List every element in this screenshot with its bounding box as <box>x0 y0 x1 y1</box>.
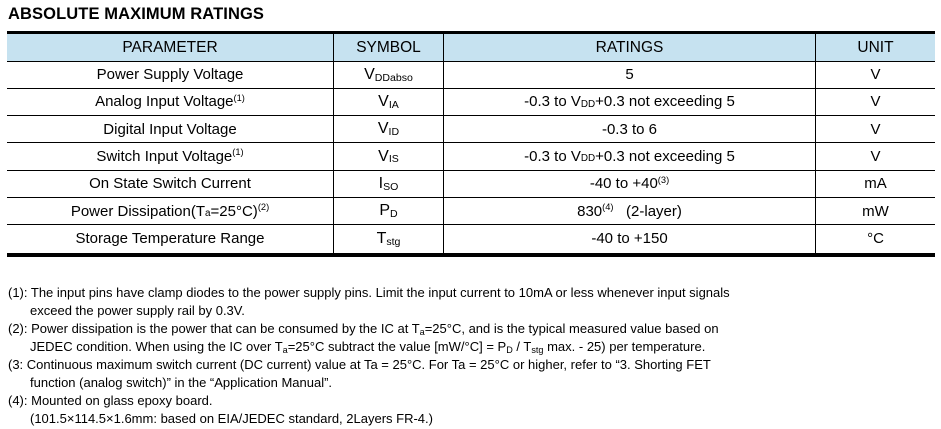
rating-cell: -0.3 to V $_{DD}$ +0.3 not exceeding 5 <box>443 89 815 115</box>
table-row-storage-temperature-range <box>7 225 935 252</box>
symbol-cell: I $_{SO}$ <box>333 171 443 197</box>
symbol-cell: V $_{IA}$ <box>333 89 443 115</box>
column-header-unit: UNIT <box>815 34 935 61</box>
table-row-on-state-switch-current <box>7 171 935 198</box>
parameter-cell: Analog Input Voltage $^{(1)}$ <box>95 92 245 111</box>
footnote-2-line-2: JEDEC condition. When using the IC over $T_a=25^\circ C$ subtract the value $[mW/^\circ C] = P_D / T_{stg}$ max. - 25) per temperature. <box>30 338 706 355</box>
rating-cell: -40 to +150 <box>443 225 815 252</box>
unit-cell: °C <box>815 225 935 252</box>
footnotes <box>8 284 941 428</box>
unit-cell: mW <box>815 198 935 224</box>
parameter-cell: Switch Input Voltage $^{(1)}$ <box>96 147 244 166</box>
parameter-cell: Power Supply Voltage <box>96 66 244 84</box>
column-header-symbol: SYMBOL <box>333 34 443 61</box>
footnote-4-line-2: (101.5×114.5×1.6mm: based on EIA/JEDEC standard, 2Layers FR-4.) <box>30 410 433 426</box>
unit-cell: V <box>815 116 935 142</box>
table-row-power-supply-voltage <box>7 62 935 89</box>
table-row-analog-input-voltage <box>7 89 935 116</box>
symbol-cell: V $_{IS}$ <box>333 143 443 169</box>
page-title: ABSOLUTE MAXIMUM RATINGS <box>8 5 264 23</box>
rating-cell: -40 to +40 $^{(3)}$ <box>443 171 815 197</box>
column-header-ratings: RATINGS <box>443 34 815 61</box>
table-row-digital-input-voltage <box>7 116 935 143</box>
parameter-cell: Power Dissipation(T $_a$ =25°C) $^{(2)}$ <box>70 201 270 220</box>
rating-cell: -0.3 to V $_{DD}$ +0.3 not exceeding 5 <box>443 143 815 169</box>
unit-cell: V <box>815 143 935 169</box>
footnote-2-line-1: (2): Power dissipation is the power that can be consumed by the IC at $T_a=25^\circ C$, and is the typical measured value based on <box>8 320 719 337</box>
parameter-cell: Storage Temperature Range <box>75 230 265 248</box>
column-header-parameter: PARAMETER <box>122 38 218 56</box>
table-row-switch-input-voltage <box>7 143 935 170</box>
symbol-cell: V $_{ID}$ <box>333 116 443 142</box>
parameter-cell: On State Switch Current <box>89 175 251 193</box>
footnote-3-line-2: function (analog switch)” in the “Application Manual”. <box>30 374 333 390</box>
parameter-cell: Digital Input Voltage <box>103 120 237 138</box>
rating-cell: 5 <box>443 62 815 88</box>
footnote-1-line-2: exceed the power supply rail by 0.3V. <box>30 302 245 318</box>
symbol-cell: V $_{DDabso}$ <box>333 62 443 88</box>
table-row-power-dissipation <box>7 198 935 225</box>
rating-cell: -0.3 to 6 <box>443 116 815 142</box>
symbol-cell: P $_D$ <box>333 198 443 224</box>
absolute-maximum-ratings-table <box>7 31 935 257</box>
table-header-row <box>7 34 935 62</box>
unit-cell: V <box>815 89 935 115</box>
datasheet-page <box>0 5 941 428</box>
unit-cell: mA <box>815 171 935 197</box>
symbol-cell: T $_{stg}$ <box>333 225 443 252</box>
footnote-1-line-1: (1): The input pins have clamp diodes to the power supply pins. Limit the input current to 10mA or less whenever input signals <box>8 284 730 300</box>
footnote-4-line-1: (4): Mounted on glass epoxy board. <box>8 392 213 408</box>
footnote-3-line-1: (3: Continuous maximum switch current (DC current) value at Ta = 25°C. For Ta = 25°C or higher, refer to “3. Shorting FET <box>8 356 711 372</box>
rating-cell: 830 $^{(4)}$ (2-layer) <box>443 198 815 224</box>
unit-cell: V <box>815 62 935 88</box>
